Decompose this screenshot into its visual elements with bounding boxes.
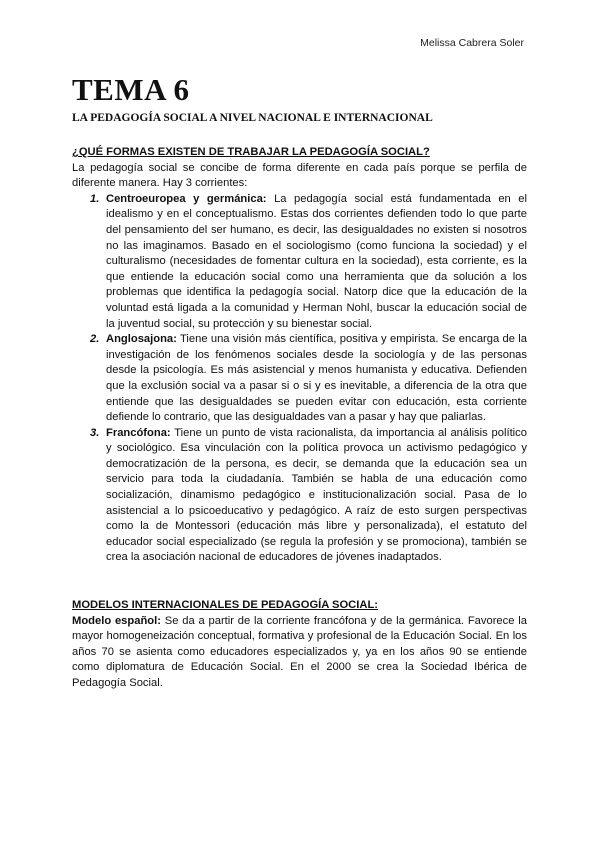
list-number: 2. <box>90 333 100 346</box>
list-number: 1. <box>90 192 100 205</box>
model-paragraph <box>72 614 527 692</box>
list-item <box>72 332 527 426</box>
section-spacer <box>72 566 527 598</box>
section-heading-forms: ¿QUÉ FORMAS EXISTEN DE TRABAJAR LA PEDAGOGÍA SOCIAL? <box>72 146 430 158</box>
list-number: 3. <box>90 426 100 439</box>
page-subtitle: LA PEDAGOGÍA SOCIAL A NIVEL NACIONAL E INTERNACIONAL <box>72 112 433 124</box>
list-text: La pedagogía social está fundamentada en el idealismo y en el conceptualismo. Estas dos corrientes defienden todo lo que parte del pensamiento del ser humano, es decir, las desigualdades no existen si nosotros no las imaginamos. Basado en el sociologismo (como funciona la sociedad) y el culturalismo (necesidades de fomentar cultura en la sociedad), esta corriente, es la que entiende la educación social como una herramienta que da solución a los problemas que identifica la pedagogía social. Natorp dice que la educación de la voluntad está ligada a la comunidad y Herman Nohl, buscar la educación social de la juventud social, su protección y su bienestar social. <box>106 192 527 330</box>
currents-list <box>72 192 527 566</box>
list-term: Centroeuropea y germánica: <box>106 192 267 205</box>
list-text: Tiene un punto de vista racionalista, da importancia al análisis político y sociológico. Esa vinculación con la política provoca un activismo pedagógico y democratización de la persona, es decir, se demanda que la educación sea un servicio para toda la ciudadanía. También se habla de una educación como socialización, dinamismo pedagógico e institucionalización social. Pasa de lo asistencial a lo psicoeducativo y pedagógico. A raíz de esto surgen perspectivas como la de Montessori (educación más libre y personalizada), el estatuto del educador social especializado (se regula la profesión y se promociona), también se crea la asociación nacional de educadores de jóvenes inadaptados. <box>106 426 527 564</box>
list-term: Francófona: <box>106 426 171 439</box>
list-item <box>72 426 527 566</box>
intro-paragraph: La pedagogía social se concibe de forma diferente en cada país porque se perfila de diferente manera. Hay 3 corrientes: <box>72 161 527 190</box>
author-name: Melissa Cabrera Soler <box>420 37 524 49</box>
section-heading-models: MODELOS INTERNACIONALES DE PEDAGOGÍA SOCIAL: <box>72 599 379 612</box>
list-term: Anglosajona: <box>106 333 177 346</box>
list-item <box>72 192 527 332</box>
document-body <box>72 145 527 692</box>
model-text: Se da a partir de la corriente francófona y de la germánica. Favorece la mayor homogeneización conceptual, formativa y profesional de la Educación Social. En los años 70 se asienta como educadores especializados y, ya en los años 90 se entiende como diplomatura de Educación Social. En el 2000 se crea la Sociedad Ibérica de Pedagogía Social. <box>72 614 527 689</box>
model-term: Modelo español: <box>72 614 161 627</box>
page-title: TEMA 6 <box>72 72 190 107</box>
list-text: Tiene una visión más científica, positiva y empirista. Se encarga de la investigación de los fenómenos sociales desde la sociología y de las personas desde la psicología. Es más asistencial y menos humanista y educativa. Defienden que la exclusión social va a pasar si o si y es inevitable, a diferencia de la otra que entiende que las desigualdades se pueden evitar con educación, esta corriente defiende lo contrario, que las desigualdades van a pasar y hay que paliarlas. <box>106 333 527 424</box>
